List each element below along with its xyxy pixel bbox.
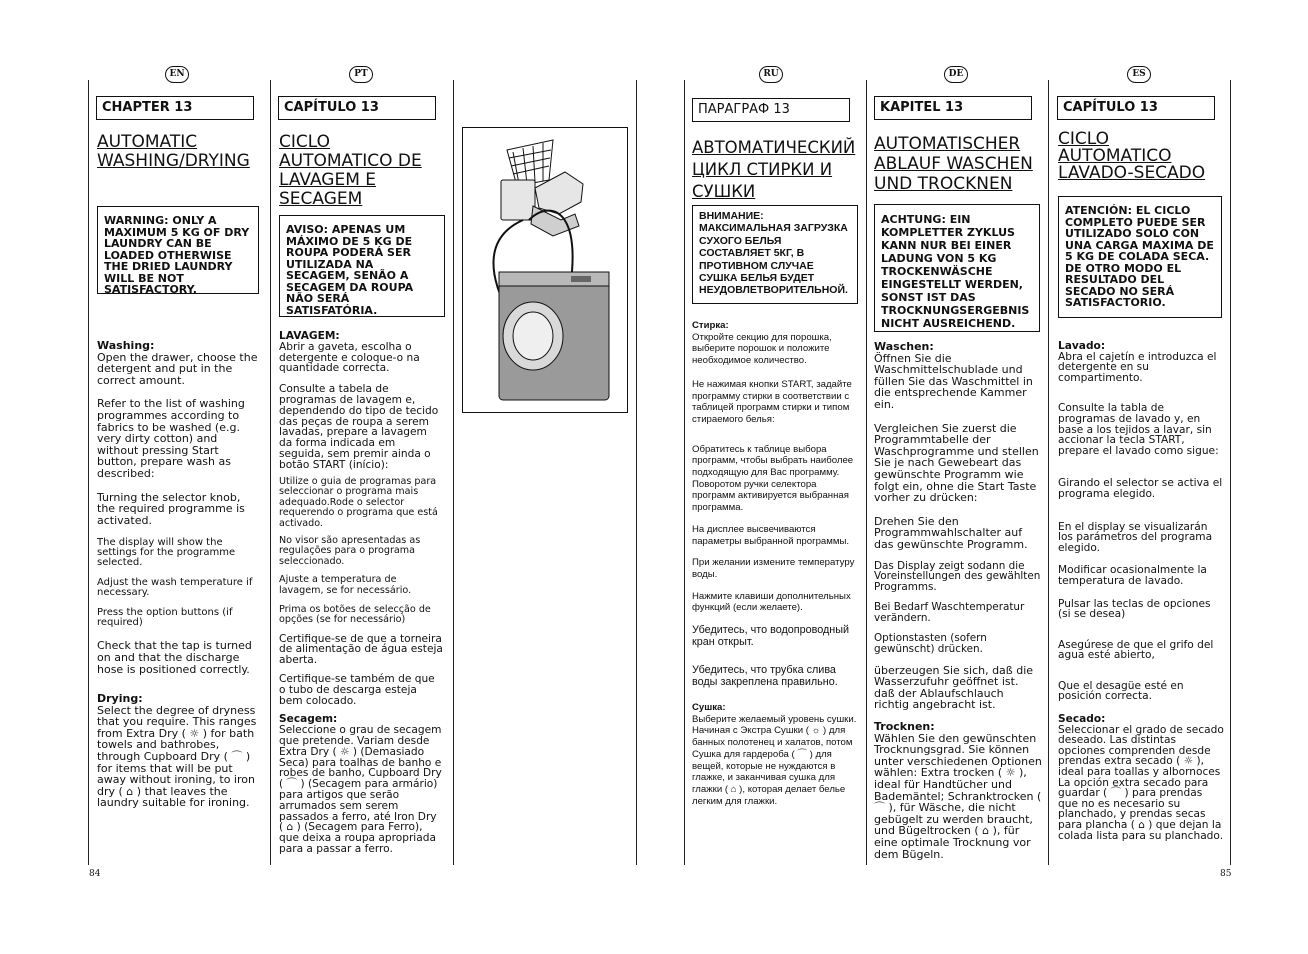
washer-drawing — [463, 128, 627, 412]
paragraph: Drehen Sie den Programmwahlschalter auf das gewünschte Programm. — [874, 514, 1028, 551]
paragraph: Bei Bedarf Waschtemperatur verändern. — [874, 601, 1025, 624]
column-rule — [1230, 80, 1231, 865]
section-title-en: AUTOMATIC WASHING/DRYING — [97, 132, 250, 171]
paragraph: Wählen Sie den gewünschten Trocknungsgrad. Sie können unter verschiedenen Optionen wählen: Extra trocken ( ☼ ), ideal für Handtücher und Bademäntel; Schranktrocken ( ⌒ ), für Wäsche, die nicht gebügelt zu werden braucht, und Bügeltrocken ( ⌂ ), für eine optimale Trocknung vor dem Bügeln. — [874, 731, 1042, 861]
paragraph: Öffnen Sie die Waschmittelschublade und füllen Sie das Waschmittel in die entsprechende Kammer ein. — [874, 351, 1033, 411]
paragraph: Refer to the list of washing programmes according to fabrics to be washed (e.g. very dirty cotton) and without pressing Start button, prepare wash as described: — [97, 397, 245, 480]
paragraph: Убедитесь, что водопроводный кран открыт. — [692, 624, 850, 649]
chapter-heading-pt: CAPÍTULO 13 — [278, 96, 436, 120]
chapter-heading-es: CAPÍTULO 13 — [1057, 96, 1215, 120]
language-badge-pt: PT — [349, 66, 373, 83]
column-rule — [684, 80, 685, 865]
washing-heading: Стирка: — [692, 320, 729, 331]
column-rule — [88, 80, 89, 865]
paragraph: No visor são apresentadas as regulações para o programa seleccionado. — [279, 534, 421, 567]
paragraph: Asegúrese de que el grifo del agua esté abierto, — [1058, 638, 1214, 662]
paragraph: Modificar ocasionalmente la temperatura de lavado. — [1058, 564, 1207, 587]
paragraph: Certifique-se também de que o tubo de descarga esteja bem colocado. — [279, 673, 435, 707]
laundry-basket-icon — [507, 140, 553, 186]
paragraph: Pulsar las teclas de opciones (si se desea) — [1058, 597, 1211, 621]
paragraph: Consulte la tabla de programas de lavado y, en base a los tejidos a lavar, sin accionar la tecla START, prepare el lavado como sigue: — [1058, 402, 1219, 457]
column-rule — [866, 80, 867, 865]
paragraph: Выберите желаемый уровень сушки. Начиная с Экстра Сушки ( ☼ ) для банных полотенец и халатов, потом Сушка для гардероба ( ⌒ ) для вещей, которые не нуждаются в глажке, и заканчивая сушка для глажки ( ⌂ ), которая делает белье легким для глажки. — [692, 713, 857, 807]
paragraph: Не нажимая кнопки START, задайте программу стирки в соответствии с таблицей программ стирки и типом стираемого белья: — [692, 378, 852, 425]
body-text-es — [1058, 341, 1224, 841]
paragraph: Vergleichen Sie zuerst die Programmtabelle der Waschprogramme und stellen Sie je nach Gewebeart das gewünschte Programm wie folgt ein, ohne die Start Taste vorher zu drücken: — [874, 421, 1039, 505]
paragraph: Ajuste a temperatura de lavagem, se for necessário. — [279, 574, 412, 596]
paragraph: Seleccionar el grado de secado deseado. Las distintas opciones comprenden desde prendas extra secado ( ☼ ), ideal para toallas y albornoces La opción extra secado para guardar ( ⌒ ) para prendas que no es necesario su planchado, y prendas secas para plancha ( ⌂ ) que dejan la colada lista para su planchado. — [1058, 723, 1224, 842]
column-rule — [636, 80, 637, 865]
paragraph: Girando el selector se activa el programa elegido. — [1058, 477, 1223, 500]
section-title-ru: АВТОМАТИЧЕСКИЙ ЦИКЛ СТИРКИ И СУШКИ — [692, 138, 856, 201]
drying-heading: Drying: — [97, 692, 143, 706]
washing-heading: Waschen: — [874, 340, 934, 353]
section-title-es: CICLO AUTOMATICO LAVADO-SECADO — [1058, 129, 1206, 183]
paragraph: Optionstasten (sofern gewünscht) drücken. — [874, 632, 987, 656]
language-badge-de: DE — [944, 66, 968, 83]
paragraph: Check that the tap is turned on and that the discharge hose is positioned correctly. — [97, 639, 252, 676]
paragraph: Откройте секцию для порошка, выберите порошок и положите необходимое количество. — [692, 331, 832, 367]
paragraph: Turning the selector knob, the required programme is activated. — [97, 490, 245, 527]
drying-heading: Secado: — [1058, 713, 1106, 726]
paragraph: überzeugen Sie sich, daß die Wasserzufuhr geöffnet ist. daß der Ablaufschlauch richtig angebracht ist. — [874, 663, 1034, 712]
drying-heading: Secagem: — [279, 713, 338, 726]
chapter-heading-ru: ПАРАГРАФ 13 — [692, 98, 850, 122]
language-badge-es: ES — [1127, 66, 1151, 83]
chapter-heading-en: CHAPTER 13 — [96, 96, 254, 120]
paragraph: Prima os botões de selecção de opções (se for necessário) — [279, 603, 431, 626]
column-rule — [453, 80, 454, 865]
body-text-ru — [692, 320, 858, 807]
column-rule — [270, 80, 271, 865]
page-number-left: 84 — [89, 869, 101, 879]
section-title-pt: CICLO AUTOMATICO DE LAVAGEM E SECAGEM — [279, 132, 422, 209]
paragraph: Das Display zeigt sodann die Voreinstellungen des gewählten Programms. — [874, 559, 1041, 593]
language-badge-ru: RU — [759, 66, 783, 83]
warning-box-es: ATENCIÓN: EL CICLO COMPLETO PUEDE SER UTILIZADO SOLO CON UNA CARGA MAXIMA DE 5 KG DE COLADA SECA. DE OTRO MODO EL RESULTADO DEL SECADO NO SERÁ SATISFACTORIO. — [1058, 196, 1222, 318]
washing-machine-icon — [499, 272, 609, 400]
washing-heading: LAVAGEM: — [279, 330, 340, 342]
paragraph: En el display se visualizarán los parámetros del programa elegido. — [1058, 520, 1213, 554]
paragraph: На дисплее высвечиваются параметры выбранной программы. — [692, 523, 850, 547]
washing-heading: Lavado: — [1058, 340, 1106, 352]
warning-box-de: ACHTUNG: EIN KOMPLETTER ZYKLUS KANN NUR BEI EINER LADUNG VON 5 KG TROCKENWÄSCHE EINGESTELLT WERDEN, SONST IST DAS TROCKNUNGSERGEBNIS NICHT AUSREICHEND. — [874, 204, 1040, 332]
paragraph: Consulte a tabela de programas de lavagem e, dependendo do tipo de tecido das peças de roupa a serem lavadas, prepare a lavagem da forma indicada em seguida, sem premir ainda o botão START (início): — [279, 383, 439, 471]
drying-heading: Сушка: — [692, 702, 726, 714]
paragraph: Abrir a gaveta, escolha o detergente e coloque-o na quantidade correcta. — [279, 340, 420, 375]
warning-box-ru: ВНИМАНИЕ: МАКСИМАЛЬНАЯ ЗАГРУЗКА СУХОГО БЕЛЬЯ СОСТАВЛЯЕТ 5КГ, В ПРОТИВНОМ СЛУЧАЕ СУШКА БЕЛЬЯ БУДЕТ НЕУДОВЛЕТВОРИТЕЛЬНОЙ. — [692, 205, 858, 304]
paragraph: Utilize o guia de programas para seleccionar o programa mais adequado.Rode o selector requerendo o programa que está activado. — [279, 475, 438, 529]
paragraph: Обратитесь к таблице выбора программ, чтобы выбрать наиболее подходящую для Вас программу. Поворотом ручки селектора программ активируется выбранная программа. — [692, 443, 854, 514]
section-title-de: AUTOMATISCHER ABLAUF WASCHEN UND TROCKNEN — [874, 134, 1033, 194]
column-rule — [1048, 80, 1049, 865]
body-text-en — [97, 340, 259, 809]
paragraph: Adjust the wash temperature if necessary. — [97, 577, 253, 599]
paragraph: Нажмите клавиши дополнительных функций (если желаете). — [692, 590, 851, 614]
paragraph: Убедитесь, что трубка слива воды закреплена правильно. — [692, 664, 838, 689]
paragraph: Open the drawer, choose the detergent and put in the correct amount. — [97, 350, 258, 387]
warning-box-pt: AVISO: APENAS UM MÁXIMO DE 5 KG DE ROUPA PODERÁ SER UTILIZADA NA SECAGEM, SENÃO A SECAGEM DA ROUPA NÃO SERÁ SATISFATÓRIA. — [279, 215, 445, 317]
washer-illustration — [462, 127, 628, 413]
body-text-de — [874, 341, 1042, 860]
paragraph: The display will show the settings for the programme selected. — [97, 537, 236, 569]
page-number-right: 85 — [1220, 869, 1232, 879]
paragraph: Abra el cajetín e introduzca el detergente en su compartimento. — [1058, 350, 1217, 384]
paragraph: Seleccione o grau de secagem que pretende. Variam desde Extra Dry ( ☼ ) (Demasiado Seca) para toalhas de banho e robes de banho, Cupboard Dry ( ⌒ ) (Secagem para armário) para artigos que serão arrumados sem serem passados a ferro, até Iron Dry ( ⌂ ) (Secagem para Ferro), que deixa a roupa apropriada para a passar a ferro. — [279, 724, 442, 856]
washing-heading: Washing: — [97, 339, 155, 352]
paragraph: Certifique-se de que a torneira de alimentação de água esteja aberta. — [279, 632, 443, 667]
body-text-pt — [279, 331, 443, 855]
drying-heading: Trocknen: — [874, 720, 935, 734]
paragraph: Press the option buttons (if required) — [97, 607, 233, 629]
chapter-heading-de: KAPITEL 13 — [874, 96, 1032, 120]
paragraph: Select the degree of dryness that you require. This ranges from Extra Dry ( ☼ ) for bath towels and bathrobes, through Cupboard Dry ( ⌒ ) for items that will be put away without ironing, to iron dry ( ⌂ ) that leaves the laundry suitable for ironing. — [97, 703, 257, 810]
language-badge-en: EN — [165, 66, 189, 83]
paragraph: Que el desagüe esté en posición correcta. — [1058, 679, 1184, 703]
paragraph: При желании измените температуру воды. — [692, 557, 855, 580]
warning-box-en: WARNING: ONLY A MAXIMUM 5 KG OF DRY LAUNDRY CAN BE LOADED OTHERWISE THE DRIED LAUNDRY WILL BE NOT SATISFACTORY. — [97, 206, 259, 294]
